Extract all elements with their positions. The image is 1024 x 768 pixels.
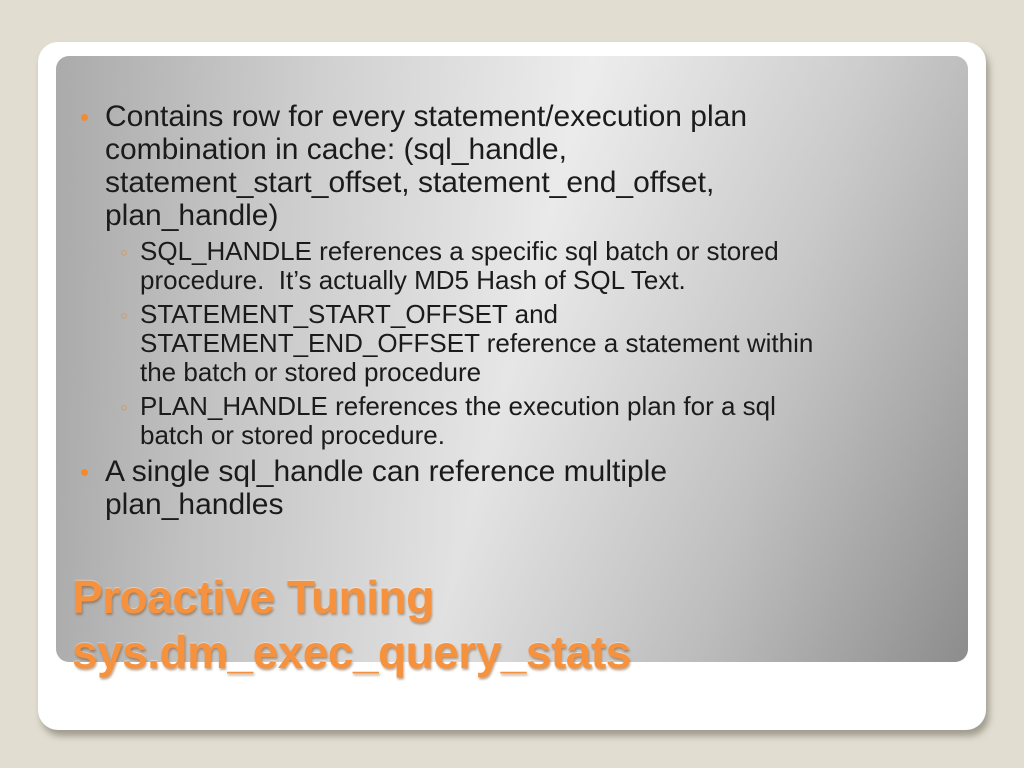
sub-bullet-text: SQL_HANDLE references a specific sql batch or stored procedure. It’s actually MD5 Hash of SQL Text.: [140, 236, 779, 295]
sub-bullet-text: PLAN_HANDLE references the execution plan for a sql batch or stored procedure.: [140, 391, 776, 450]
bullet-list: [56, 100, 968, 526]
sub-bullet-icon: ◦: [120, 239, 129, 265]
bullet-item: [56, 455, 968, 521]
sub-bullet-icon: ◦: [120, 394, 129, 420]
slide-title-line1: Proactive Tuning: [72, 571, 434, 623]
sub-bullet-item: [56, 237, 968, 295]
sub-bullet-item: [56, 392, 968, 450]
sub-bullet-icon: ◦: [120, 302, 129, 328]
bullet-text: Contains row for every statement/execution plan combination in cache: (sql_handle, statement_start_offset, statement_end_offset, plan_handle): [105, 100, 747, 232]
slide-title: [72, 570, 962, 680]
sub-bullet-item: [56, 300, 968, 387]
sub-bullet-text: STATEMENT_START_OFFSET and STATEMENT_END_OFFSET reference a statement within the batch or stored procedure: [140, 299, 814, 387]
slide-title-line2: sys.dm_exec_query_stats: [72, 626, 631, 678]
content-panel: [56, 56, 968, 678]
bullet-text: A single sql_handle can reference multiple plan_handles: [105, 455, 668, 521]
slide-card: [38, 42, 986, 730]
bullet-icon: •: [80, 457, 90, 487]
bullet-icon: •: [80, 102, 90, 132]
bullet-item: [56, 100, 968, 232]
